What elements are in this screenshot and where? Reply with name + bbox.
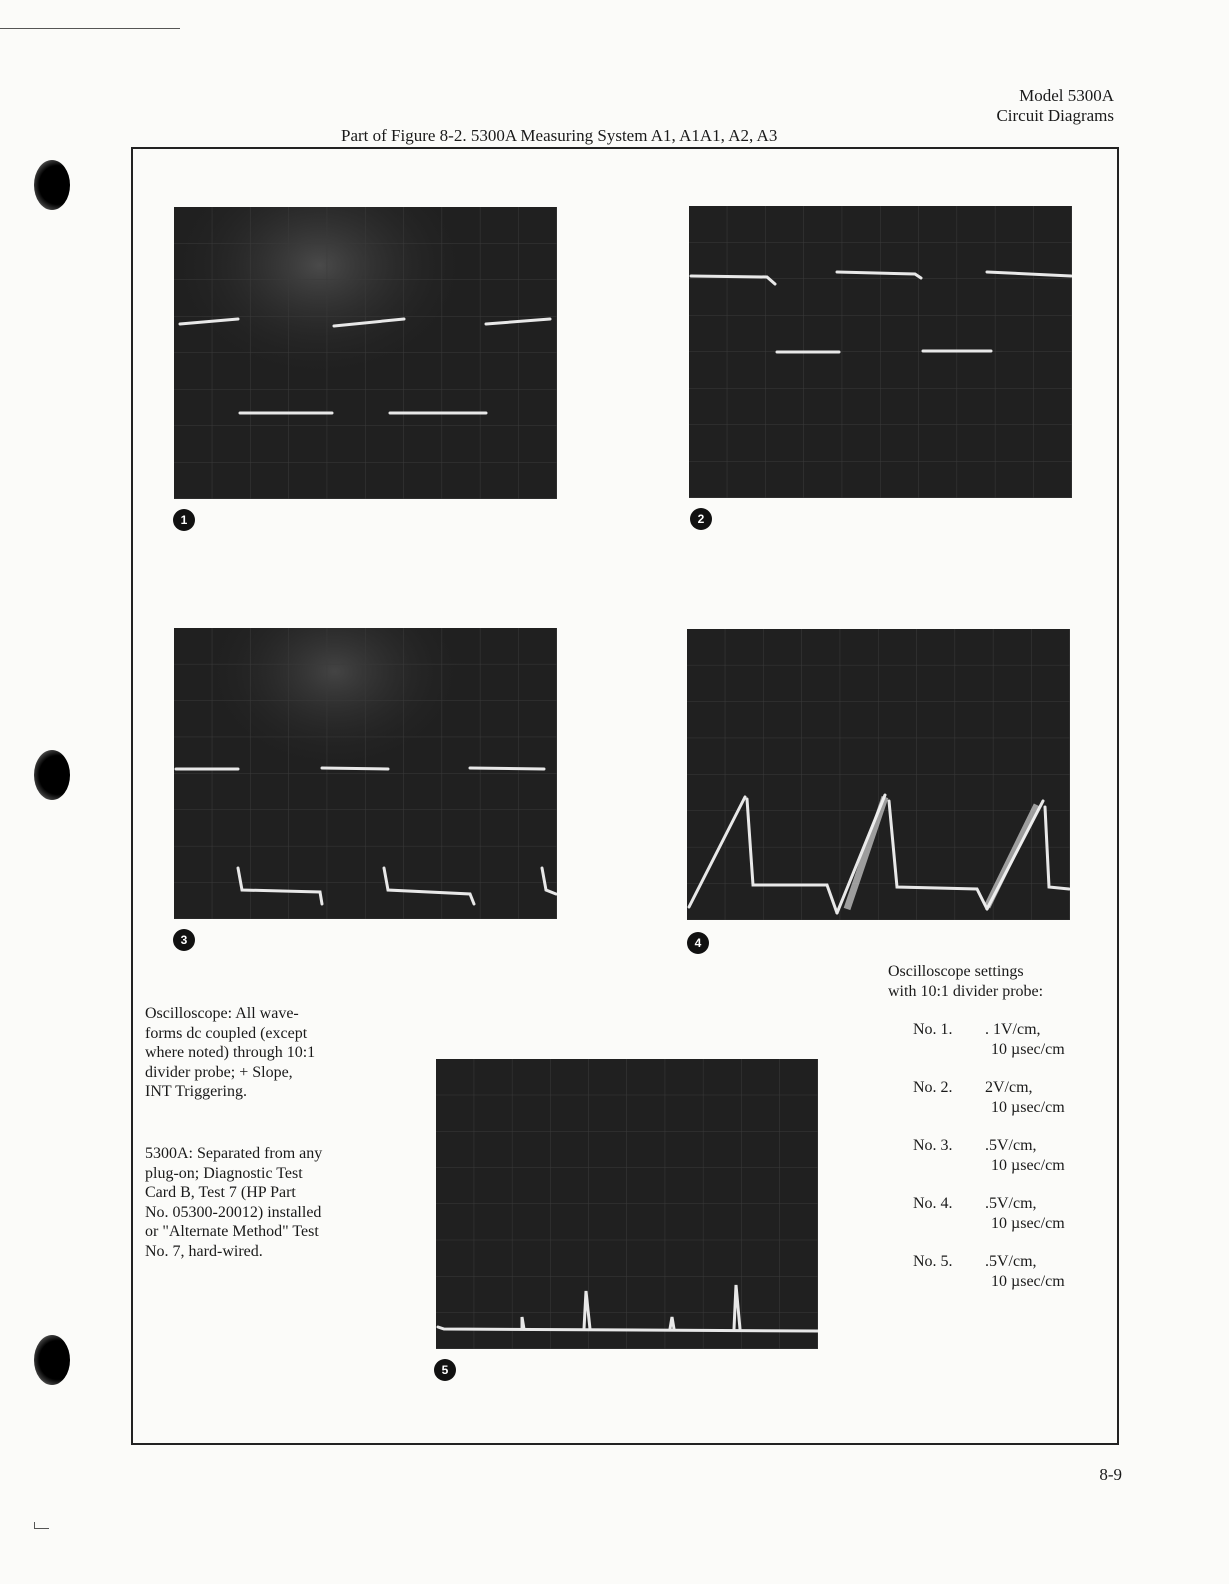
setting-volts: .5V/cm, <box>985 1137 1037 1154</box>
setting-number: No. 4. <box>913 1195 953 1212</box>
settings-title-line1: Oscilloscope settings <box>888 963 1024 980</box>
setting-volts: .5V/cm, <box>985 1253 1037 1270</box>
figure-caption: Part of Figure 8-2. 5300A Measuring System A1, A1A1, A2, A3 <box>341 126 778 145</box>
setting-volts: . 1V/cm, <box>985 1021 1041 1038</box>
setting-row <box>888 1252 1065 1291</box>
top-rule <box>0 28 180 29</box>
setting-row <box>888 1194 1065 1233</box>
model-label: Model 5300A <box>1019 86 1114 105</box>
page-number: 8-9 <box>1099 1465 1122 1484</box>
page-header <box>996 86 1114 126</box>
waveform-photo-2 <box>689 206 1072 498</box>
waveform-marker-4: 4 <box>687 932 709 954</box>
setting-time: 10 µsec/cm <box>991 1214 1065 1232</box>
corner-mark <box>34 1522 49 1529</box>
setting-time: 10 µsec/cm <box>991 1272 1065 1290</box>
waveform-marker-2: 2 <box>690 508 712 530</box>
setting-time: 10 µsec/cm <box>991 1156 1065 1174</box>
setting-volts: 2V/cm, <box>985 1079 1033 1096</box>
setting-number: No. 1. <box>913 1021 953 1038</box>
setting-number: No. 2. <box>913 1079 953 1096</box>
binder-hole-bottom <box>34 1335 70 1385</box>
waveform-photo-4 <box>687 629 1070 920</box>
setting-number: No. 5. <box>913 1253 953 1270</box>
setting-time: 10 µsec/cm <box>991 1040 1065 1058</box>
setting-time: 10 µsec/cm <box>991 1098 1065 1116</box>
setup-note: 5300A: Separated from any plug-on; Diagnostic Test Card B, Test 7 (HP Part No. 05300-20012) installed or "Alternate Method" Test No. 7, hard-wired. <box>145 1145 323 1260</box>
waveform-photo-1 <box>174 207 557 499</box>
settings-title-line2: with 10:1 divider probe: <box>888 982 1044 1000</box>
setting-row <box>888 1136 1065 1175</box>
binder-hole-top <box>34 160 70 210</box>
oscilloscope-note: Oscilloscope: All wave- forms dc coupled (except where noted) through 10:1 divider probe; + Slope, INT Triggering. <box>145 1005 316 1100</box>
section-label: Circuit Diagrams <box>996 106 1114 125</box>
waveform-photo-3 <box>174 628 557 919</box>
oscilloscope-settings <box>888 962 1065 1291</box>
setting-number: No. 3. <box>913 1137 953 1154</box>
waveform-marker-1: 1 <box>173 509 195 531</box>
setting-volts: .5V/cm, <box>985 1195 1037 1212</box>
waveform-marker-3: 3 <box>173 929 195 951</box>
setting-row <box>888 1020 1065 1059</box>
setting-row <box>888 1078 1065 1117</box>
waveform-marker-5: 5 <box>434 1359 456 1381</box>
waveform-photo-5 <box>436 1059 818 1349</box>
binder-hole-middle <box>34 750 70 800</box>
